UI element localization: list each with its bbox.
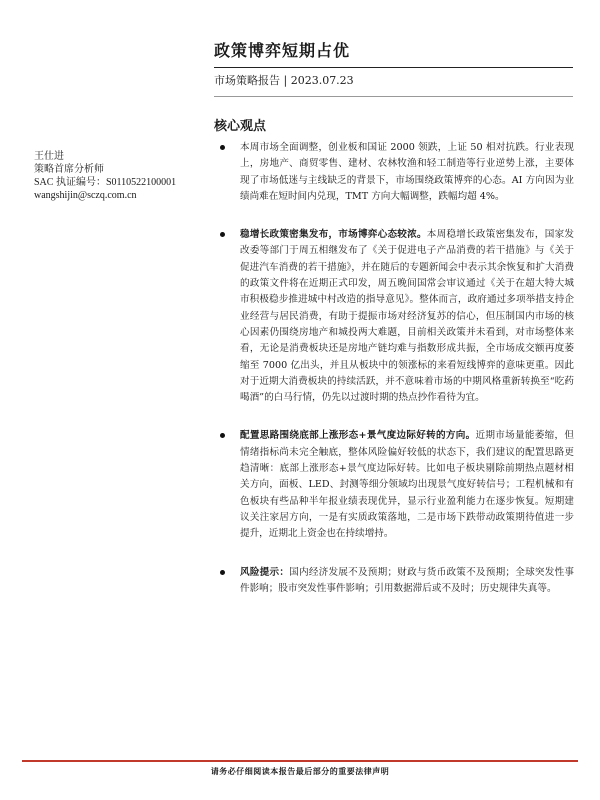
report-title: 政策博弈短期占优 [214,41,351,60]
subtitle-divider [214,96,573,97]
key-point-lead: 配置思路围绕底部上涨形态+景气度边际好转的方向。 [240,430,476,442]
footer-disclaimer: 请务必仔细阅读本报告最后部分的重要法律声明 [210,766,390,776]
key-point-lead: 风险提示： [240,566,290,578]
title-divider [214,67,573,68]
author-name: 王仕进 [34,151,64,162]
bullet-icon [220,570,225,575]
footer-divider [22,760,578,762]
key-point [220,227,574,406]
key-point-lead: 稳增长政策密集发布，市场博弈心态较浓。 [240,229,427,241]
bullet-icon [220,145,225,150]
author-block [34,150,176,202]
key-point-text: 本周市场全面调整，创业板和国证 2000 领跌，上证 50 相对抗跌。行业表现上，房地产、商贸零售、建材、农林牧渔和轻工制造等行业逆势上涨，主要体现了市场低迷与主线缺乏的背景下，市场围绕政策博弈的心态。AI 方向因为业绩尚难在短时间内兑现，TMT 方向大幅调整，跌幅均超 4%。 [240,142,574,202]
author-role: 策略首席分析师 [34,164,104,175]
key-point-text: 本周稳增长政策密集发布，国家发改委等部门于周五相继发布了《关于促进电子产品消费的若干措施》与《关于促进汽车消费的若干措施》，并在随后的专题新闻会中表示其余恢复和扩大消费的政策文件将在近期正式印发，周五晚间国常会审议通过《关于在超大特大城市积极稳步推进城中村改造的指导意见》。整体而言，政府通过多项举措支持企业经营与居民消费，有助于提振市场对经济复苏的信心，但压制国内市场的核心因素仍围绕房地产和城投两大难题，目前相关政策并未看到，对市场整体来看，无论是消费板块还是房地产链均难与指数形成共振，全市场成交额再度萎缩至 7000 亿出头，并且从板块中的领涨标的来看短线博弈的意味更重。因此对于近期大消费板块的持续活跃，并不意味着市场的中期风格重新转换至“吃药喝酒”的白马行情，仍先以过渡时期的热点抄作看待为宜。 [240,229,575,404]
author-sac: SAC 执证编号：S0110522100001 [34,177,177,188]
key-point [220,140,574,205]
author-email[interactable]: wangshijin@sczq.com.cn [34,190,137,201]
key-point [220,565,574,598]
key-point-text: 国内经济发展不及预期；财政与货币政策不及预期；全球突发性事件影响；股市突发性事件影响；引用数据滞后或不及时；历史规律失真等。 [240,566,575,594]
section-title: 核心观点 [214,119,267,134]
report-subtitle: 市场策略报告 | 2023.07.23 [214,74,354,87]
bullet-icon [220,232,225,237]
bullet-icon [220,433,225,438]
key-points [220,140,574,619]
key-point [220,428,574,542]
key-point-text: 近期市场量能萎缩，但情绪指标尚未完全触底，整体风险偏好较低的状态下，我们建议的配置思路更趋清晰：底部上涨形态+景气度边际好转。比如电子板块剔除前期热点题材相关方向，面板、LED、封测等细分领域均出现景气度好转信号；工程机械和有色板块有些品种半年报业绩表现优异，显示行业盈利能力在逐步恢复。短期建议关注家居方向，一是有实质政策落地，二是市场下跌带动政策期待值进一步提升，近期北上资金也在持续增持。 [240,430,575,540]
